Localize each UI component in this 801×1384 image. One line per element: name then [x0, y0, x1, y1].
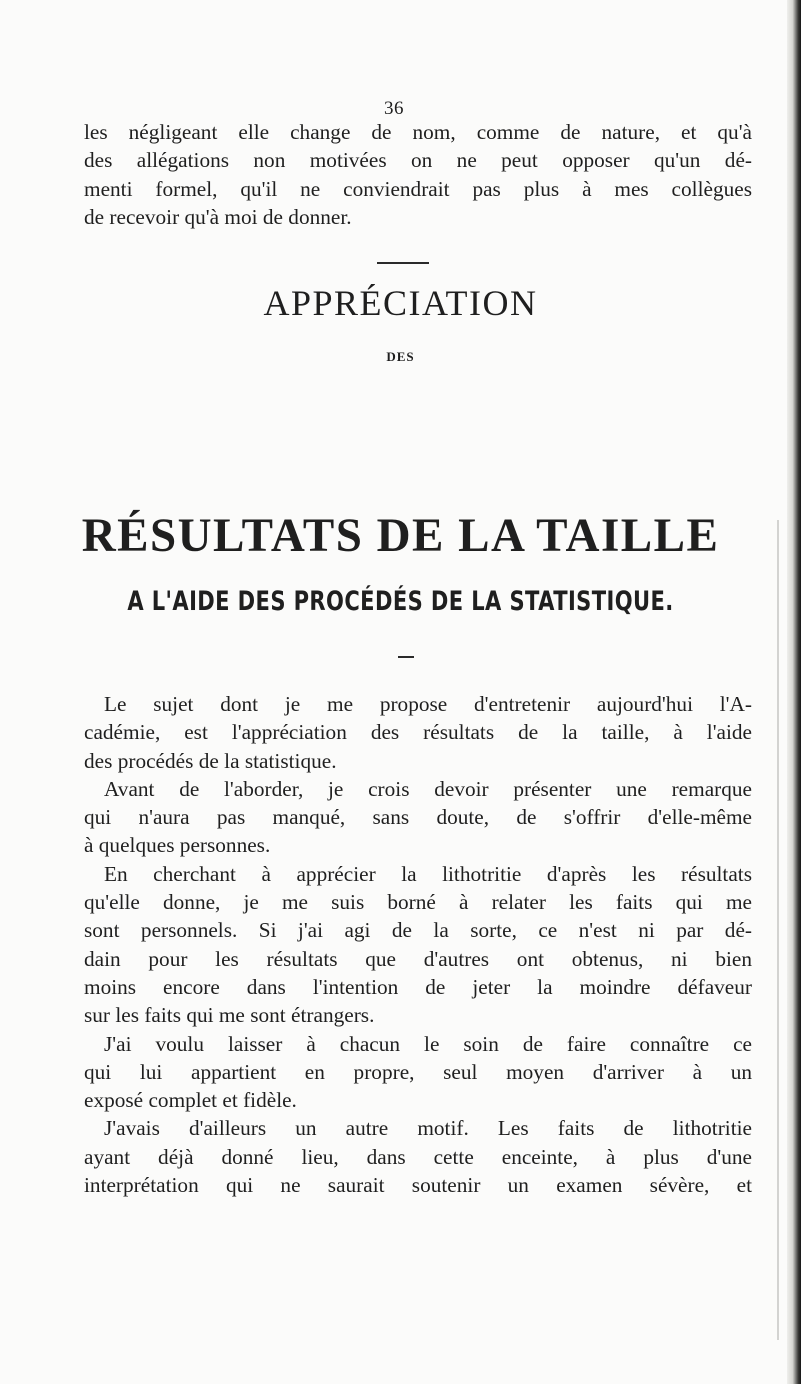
- text-line: menti formel, qu'il ne conviendrait pas plus à mes collègues: [84, 176, 752, 201]
- body-text: [84, 690, 752, 1199]
- text-line: J'ai voulu laisser à chacun le soin de faire connaître ce: [104, 1031, 752, 1056]
- text-line: les négligeant elle change de nom, comme de nature, et qu'à: [84, 120, 752, 144]
- text-line: Avant de l'aborder, je crois devoir présenter une remarque: [104, 776, 752, 801]
- section-divider: [377, 262, 429, 264]
- text-line: moins encore dans l'intention de jeter la moindre défaveur: [84, 974, 752, 999]
- text-line: qu'elle donne, je me suis borné à relater les faits qui me: [84, 890, 752, 915]
- text-line: cadémie, est l'appréciation des résultats de la taille, à l'aide: [84, 720, 752, 745]
- title-underline: [398, 656, 414, 658]
- text-line: dain pour les résultats que d'autres ont obtenus, ni bien: [84, 946, 752, 971]
- text-line: sont personnels. Si j'ai agi de la sorte, ce n'est ni par dé-: [84, 918, 752, 943]
- section-title-line-3: RÉSULTATS DE LA TAILLE: [81, 509, 720, 562]
- text-line: ayant déjà donné lieu, dans cette enceinte, à plus d'une: [84, 1144, 752, 1169]
- text-line: Le sujet dont je me propose d'entretenir aujourd'hui l'A-: [104, 692, 752, 716]
- text-line: sur les faits qui me sont étrangers.: [84, 1003, 375, 1028]
- page-edge-shadow: [787, 0, 801, 1384]
- text-line: interprétation qui ne saurait soutenir un examen sévère, et: [84, 1173, 752, 1198]
- section-title-line-2: DES: [386, 349, 415, 364]
- text-line: à quelques personnes.: [84, 833, 271, 858]
- text-line: En cherchant à apprécier la lithotritie d'après les résultats: [104, 861, 752, 886]
- text-line: des allégations non motivées on ne peut opposer qu'un dé-: [84, 148, 752, 173]
- text-line: qui n'aura pas manqué, sans doute, de s'offrir d'elle-même: [84, 805, 752, 830]
- intro-paragraph: [84, 118, 752, 231]
- page-fold-line: [777, 520, 779, 1340]
- page-number: 36: [384, 98, 404, 119]
- section-title-line-1: APPRÉCIATION: [263, 283, 538, 323]
- text-line: qui lui appartient en propre, seul moyen d'arriver à un: [84, 1059, 752, 1084]
- section-subtitle: A L'AIDE DES PROCÉDÉS DE LA STATISTIQUE.: [127, 586, 674, 617]
- text-line: J'avais d'ailleurs un autre motif. Les faits de lithotritie: [104, 1116, 752, 1141]
- text-line: de recevoir qu'à moi de donner.: [84, 204, 352, 229]
- text-line: des procédés de la statistique.: [84, 748, 337, 773]
- text-line: exposé complet et fidèle.: [84, 1088, 297, 1113]
